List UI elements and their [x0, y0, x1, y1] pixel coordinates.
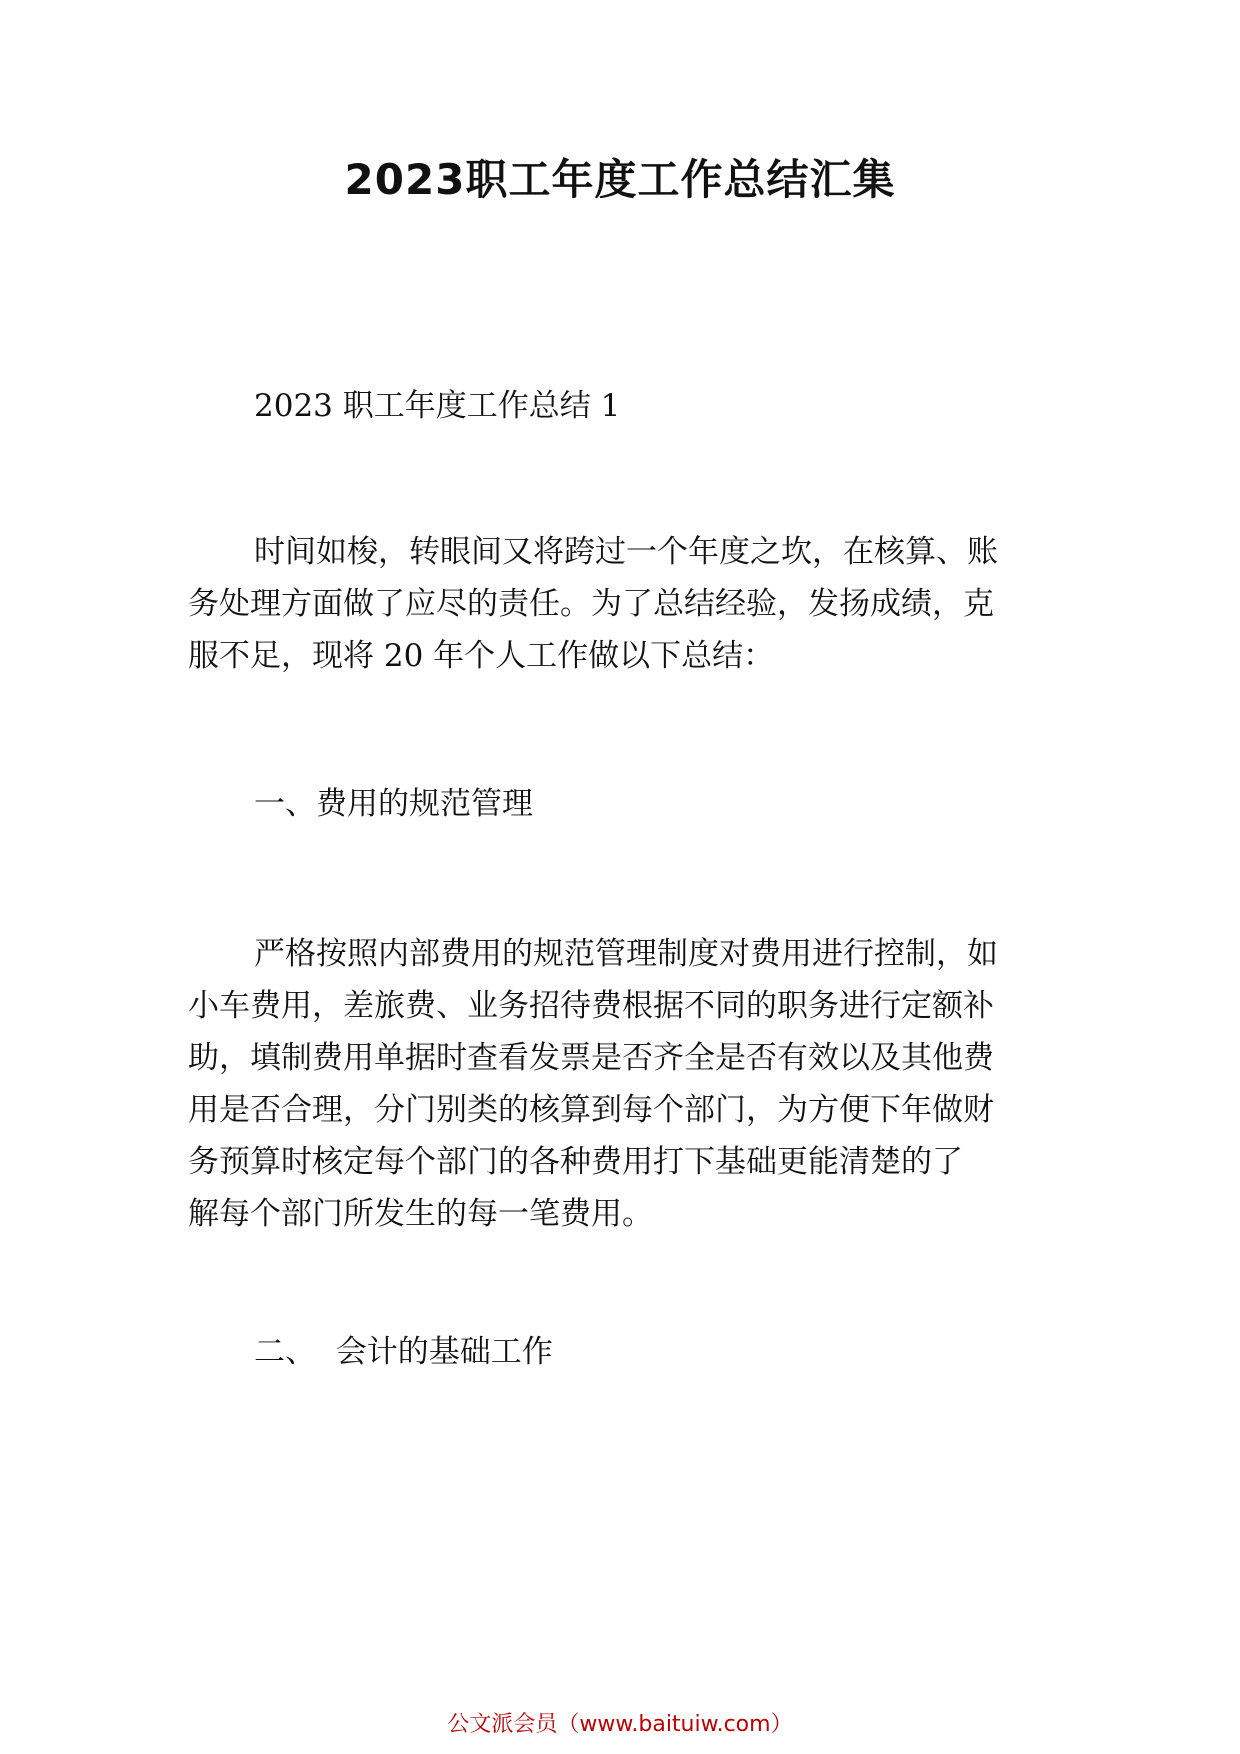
section-2-heading: 二、 会计的基础工作: [254, 1334, 553, 1370]
section-1-heading: 一、费用的规范管理: [254, 786, 533, 822]
paragraph-1-line-2: 务处理方面做了应尽的责任。为了总结经验，发扬成绩，克: [188, 586, 994, 622]
paragraph-2-line-2: 小车费用，差旅费、业务招待费根据不同的职务进行定额补: [188, 988, 994, 1024]
paragraph-1-line-1: 时间如梭，转眼间又将跨过一个年度之坎，在核算、账: [254, 534, 998, 570]
footer-watermark: 公文派会员（www.baituiw.com）: [447, 1712, 793, 1737]
paragraph-2-line-5: 务预算时核定每个部门的各种费用打下基础更能清楚的了: [188, 1144, 963, 1180]
document-subtitle: 2023 职工年度工作总结 1: [254, 388, 621, 424]
paragraph-2-line-1: 严格按照内部费用的规范管理制度对费用进行控制，如: [254, 936, 998, 972]
paragraph-2-line-4: 用是否合理，分门别类的核算到每个部门，为方便下年做财: [188, 1092, 994, 1128]
paragraph-1-line-3: 服不足，现将 20 年个人工作做以下总结：: [188, 638, 775, 674]
document-title: 2023职工年度工作总结汇集: [344, 155, 896, 204]
paragraph-2-line-3: 助，填制费用单据时查看发票是否齐全是否有效以及其他费: [188, 1040, 994, 1076]
paragraph-2-line-6: 解每个部门所发生的每一笔费用。: [188, 1196, 653, 1232]
